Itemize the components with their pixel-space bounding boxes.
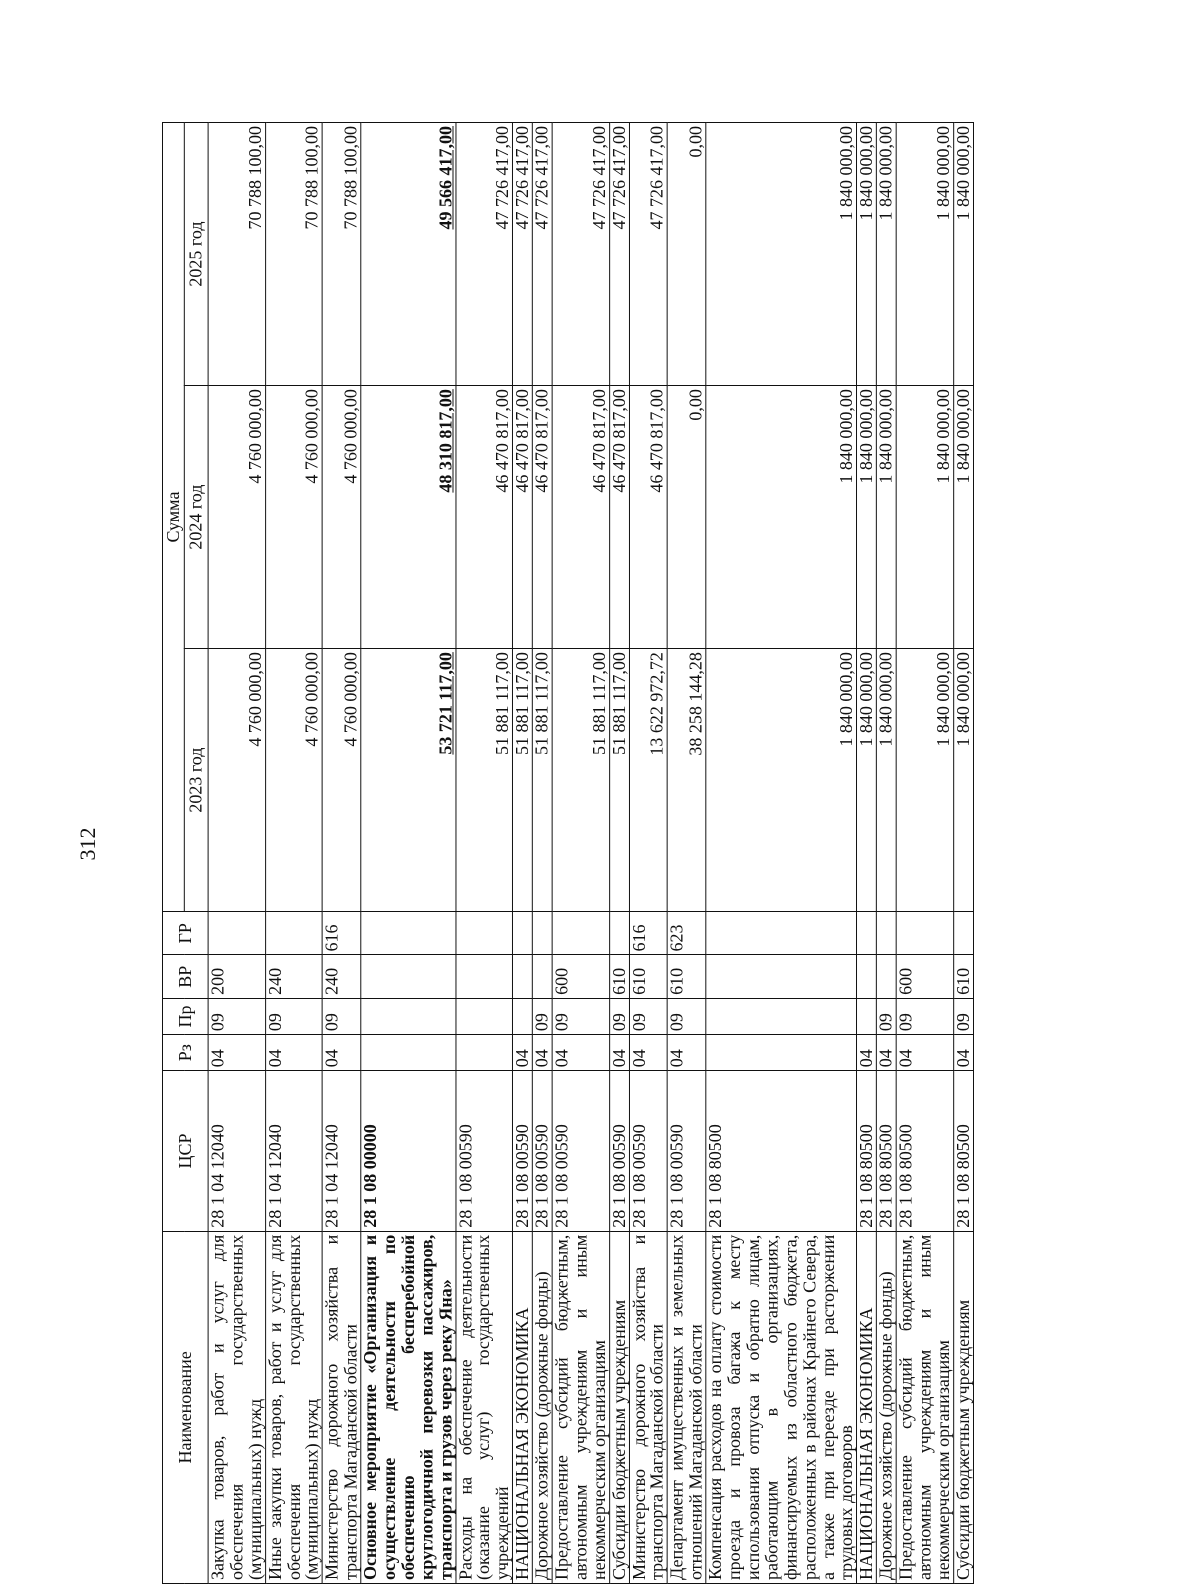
cell-pr: 09: [532, 998, 552, 1034]
cell-name: Расходы на обеспечение деятельности (оказание услуг) государственных учреждений: [456, 1231, 513, 1583]
cell-pr: 09: [265, 998, 322, 1034]
cell-pr: 09: [629, 998, 667, 1034]
cell-2024: 4 760 000,00: [322, 386, 360, 649]
cell-gr: 623: [668, 912, 706, 955]
header-name: Наименование: [162, 1231, 208, 1583]
table-row: [361, 123, 456, 1584]
cell-2024: 1 840 000,00: [857, 386, 877, 649]
cell-rz: 04: [668, 1035, 706, 1071]
cell-rz: 04: [877, 1035, 897, 1071]
cell-csr: 28 1 08 80500: [857, 1071, 877, 1231]
cell-pr: 09: [609, 998, 629, 1034]
cell-2023: 4 760 000,00: [265, 649, 322, 912]
header-2024: 2024 год: [184, 386, 208, 649]
cell-rz: 04: [953, 1035, 973, 1071]
cell-2024: 1 840 000,00: [953, 386, 973, 649]
header-rz: Рз: [162, 1035, 208, 1071]
cell-csr: 28 1 08 80500: [706, 1071, 857, 1231]
cell-rz: 04: [322, 1035, 360, 1071]
cell-csr: 28 1 08 00590: [456, 1071, 513, 1231]
cell-pr: 09: [896, 998, 953, 1034]
cell-name: Иные закупки товаров, работ и услуг для обеспечения государственных (муниципальных) нужд: [265, 1231, 322, 1583]
cell-csr: 28 1 08 00590: [532, 1071, 552, 1231]
cell-2025: 1 840 000,00: [877, 123, 897, 386]
cell-2024: 46 470 817,00: [513, 386, 533, 649]
cell-2025: 47 726 417,00: [609, 123, 629, 386]
cell-2023: 51 881 117,00: [513, 649, 533, 912]
cell-name: Закупка товаров, работ и услуг для обеспечения государственных (муниципальных) нужд: [208, 1231, 265, 1583]
cell-rz: 04: [208, 1035, 265, 1071]
cell-gr: [857, 912, 877, 955]
cell-2023: 4 760 000,00: [208, 649, 265, 912]
cell-rz: 04: [896, 1035, 953, 1071]
table-row: [896, 123, 953, 1584]
cell-rz: 04: [609, 1035, 629, 1071]
cell-csr: 28 1 04 12040: [265, 1071, 322, 1231]
cell-vr: 610: [629, 955, 667, 998]
cell-rz: 04: [552, 1035, 609, 1071]
header-2023: 2023 год: [184, 649, 208, 912]
cell-gr: [896, 912, 953, 955]
cell-vr: 600: [896, 955, 953, 998]
header-gr: ГР: [162, 912, 208, 955]
cell-gr: [456, 912, 513, 955]
cell-2025: 70 788 100,00: [265, 123, 322, 386]
cell-name: Министерство дорожного хозяйства и транспорта Магаданской области: [629, 1231, 667, 1583]
header-2025: 2025 год: [184, 123, 208, 386]
cell-rz: [456, 1035, 513, 1071]
table-row: [513, 123, 533, 1584]
cell-csr: 28 1 08 80500: [877, 1071, 897, 1231]
cell-name: Департамент имущественных и земельных отношений Магаданской области: [668, 1231, 706, 1583]
cell-2024: 1 840 000,00: [877, 386, 897, 649]
cell-gr: 616: [629, 912, 667, 955]
cell-2024: 46 470 817,00: [609, 386, 629, 649]
cell-vr: [877, 955, 897, 998]
table-row: [456, 123, 513, 1584]
cell-2025: 47 726 417,00: [629, 123, 667, 386]
cell-2025: 47 726 417,00: [456, 123, 513, 386]
cell-name: Министерство дорожного хозяйства и транспорта Магаданской области: [322, 1231, 360, 1583]
cell-pr: 09: [208, 998, 265, 1034]
cell-gr: [609, 912, 629, 955]
cell-2025: 1 840 000,00: [896, 123, 953, 386]
cell-name: НАЦИОНАЛЬНАЯ ЭКОНОМИКА: [513, 1231, 533, 1583]
cell-name: Дорожное хозяйство (дорожные фонды): [532, 1231, 552, 1583]
cell-pr: [706, 998, 857, 1034]
cell-2025: 49 566 417,00: [361, 123, 456, 386]
cell-gr: [877, 912, 897, 955]
cell-pr: [456, 998, 513, 1034]
table-row: [208, 123, 265, 1584]
cell-gr: [265, 912, 322, 955]
cell-2023: 1 840 000,00: [706, 649, 857, 912]
cell-csr: 28 1 08 00590: [629, 1071, 667, 1231]
cell-vr: 600: [552, 955, 609, 998]
cell-rz: 04: [513, 1035, 533, 1071]
cell-gr: [208, 912, 265, 955]
cell-2025: 0,00: [668, 123, 706, 386]
cell-2023: 53 721 117,00: [361, 649, 456, 912]
cell-pr: 09: [668, 998, 706, 1034]
cell-vr: [456, 955, 513, 998]
cell-2025: 70 788 100,00: [208, 123, 265, 386]
cell-2023: 1 840 000,00: [877, 649, 897, 912]
rotated-budget-table-page: [162, 122, 973, 1584]
header-vr: ВР: [162, 955, 208, 998]
table-row: [552, 123, 609, 1584]
cell-rz: [706, 1035, 857, 1071]
cell-gr: 616: [322, 912, 360, 955]
table-row: [857, 123, 877, 1584]
header-csr: ЦСР: [162, 1071, 208, 1231]
cell-vr: [857, 955, 877, 998]
cell-pr: [857, 998, 877, 1034]
header-pr: Пр: [162, 998, 208, 1034]
cell-csr: 28 1 08 00590: [668, 1071, 706, 1231]
cell-2025: 47 726 417,00: [532, 123, 552, 386]
cell-2025: 47 726 417,00: [552, 123, 609, 386]
cell-pr: 09: [953, 998, 973, 1034]
cell-2023: 38 258 144,28: [668, 649, 706, 912]
cell-pr: [513, 998, 533, 1034]
cell-vr: 240: [265, 955, 322, 998]
cell-name: Дорожное хозяйство (дорожные фонды): [877, 1231, 897, 1583]
cell-rz: 04: [532, 1035, 552, 1071]
cell-2024: 46 470 817,00: [552, 386, 609, 649]
cell-2025: 70 788 100,00: [322, 123, 360, 386]
cell-vr: [361, 955, 456, 998]
table-row: [706, 123, 857, 1584]
cell-csr: 28 1 04 12040: [208, 1071, 265, 1231]
table-body: [208, 123, 973, 1584]
cell-name: Субсидии бюджетным учреждениям: [609, 1231, 629, 1583]
cell-gr: [532, 912, 552, 955]
cell-2023: 51 881 117,00: [609, 649, 629, 912]
cell-2023: 51 881 117,00: [552, 649, 609, 912]
table-row: [322, 123, 360, 1584]
cell-name: Предоставление субсидий бюджетным, автономным учреждениям и иным некоммерческим организациям: [896, 1231, 953, 1583]
cell-2024: 46 470 817,00: [456, 386, 513, 649]
cell-csr: 28 1 08 00590: [513, 1071, 533, 1231]
cell-2023: 51 881 117,00: [456, 649, 513, 912]
page-number: 312: [75, 827, 100, 861]
cell-pr: 09: [552, 998, 609, 1034]
cell-vr: [532, 955, 552, 998]
cell-2025: 1 840 000,00: [857, 123, 877, 386]
cell-csr: 28 1 08 00000: [361, 1071, 456, 1231]
cell-name: НАЦИОНАЛЬНАЯ ЭКОНОМИКА: [857, 1231, 877, 1583]
cell-2023: 1 840 000,00: [857, 649, 877, 912]
cell-2024: 4 760 000,00: [208, 386, 265, 649]
cell-rz: 04: [265, 1035, 322, 1071]
cell-gr: [953, 912, 973, 955]
header-sum: Сумма: [162, 123, 184, 912]
cell-vr: 200: [208, 955, 265, 998]
table-row: [532, 123, 552, 1584]
cell-vr: 240: [322, 955, 360, 998]
cell-csr: 28 1 08 80500: [896, 1071, 953, 1231]
cell-gr: [552, 912, 609, 955]
cell-2023: 4 760 000,00: [322, 649, 360, 912]
cell-name: Предоставление субсидий бюджетным, автономным учреждениям и иным некоммерческим организациям: [552, 1231, 609, 1583]
cell-name: Основное мероприятие «Организация и осуществление деятельности по обеспечению бесперебойной круглогодичной перевозки пассажиров, транспорта и грузов через реку Яна»: [361, 1231, 456, 1583]
cell-2024: 46 470 817,00: [629, 386, 667, 649]
cell-vr: [706, 955, 857, 998]
cell-pr: 09: [877, 998, 897, 1034]
cell-2025: 1 840 000,00: [706, 123, 857, 386]
cell-rz: [361, 1035, 456, 1071]
cell-2023: 1 840 000,00: [896, 649, 953, 912]
table-row: [668, 123, 706, 1584]
cell-2025: 47 726 417,00: [513, 123, 533, 386]
cell-2023: 13 622 972,72: [629, 649, 667, 912]
cell-csr: 28 1 08 00590: [552, 1071, 609, 1231]
table-row: [609, 123, 629, 1584]
cell-name: Компенсация расходов на оплату стоимости проезда и провоза багажа к месту использования отпуска и обратно лицам, работающим в организациях, финансируемых из областного бюджета, расположенных в районах Крайнего Севера, а также при переезде при расторжении трудовых договоров: [706, 1231, 857, 1583]
table-row: [953, 123, 973, 1584]
cell-gr: [513, 912, 533, 955]
cell-2024: 0,00: [668, 386, 706, 649]
budget-table: [162, 122, 974, 1584]
cell-2023: 51 881 117,00: [532, 649, 552, 912]
table-row: [265, 123, 322, 1584]
cell-rz: 04: [629, 1035, 667, 1071]
cell-2023: 1 840 000,00: [953, 649, 973, 912]
cell-csr: 28 1 08 00590: [609, 1071, 629, 1231]
cell-vr: [513, 955, 533, 998]
cell-gr: [361, 912, 456, 955]
cell-2024: 4 760 000,00: [265, 386, 322, 649]
header-row-1: [162, 123, 184, 1584]
table-row: [877, 123, 897, 1584]
table-row: [629, 123, 667, 1584]
cell-2025: 1 840 000,00: [953, 123, 973, 386]
cell-pr: 09: [322, 998, 360, 1034]
cell-csr: 28 1 08 80500: [953, 1071, 973, 1231]
cell-vr: 610: [668, 955, 706, 998]
cell-vr: 610: [953, 955, 973, 998]
cell-gr: [706, 912, 857, 955]
cell-2024: 48 310 817,00: [361, 386, 456, 649]
cell-vr: 610: [609, 955, 629, 998]
cell-2024: 1 840 000,00: [896, 386, 953, 649]
cell-2024: 1 840 000,00: [706, 386, 857, 649]
cell-csr: 28 1 04 12040: [322, 1071, 360, 1231]
cell-pr: [361, 998, 456, 1034]
cell-rz: 04: [857, 1035, 877, 1071]
cell-name: Субсидии бюджетным учреждениям: [953, 1231, 973, 1583]
cell-2024: 46 470 817,00: [532, 386, 552, 649]
